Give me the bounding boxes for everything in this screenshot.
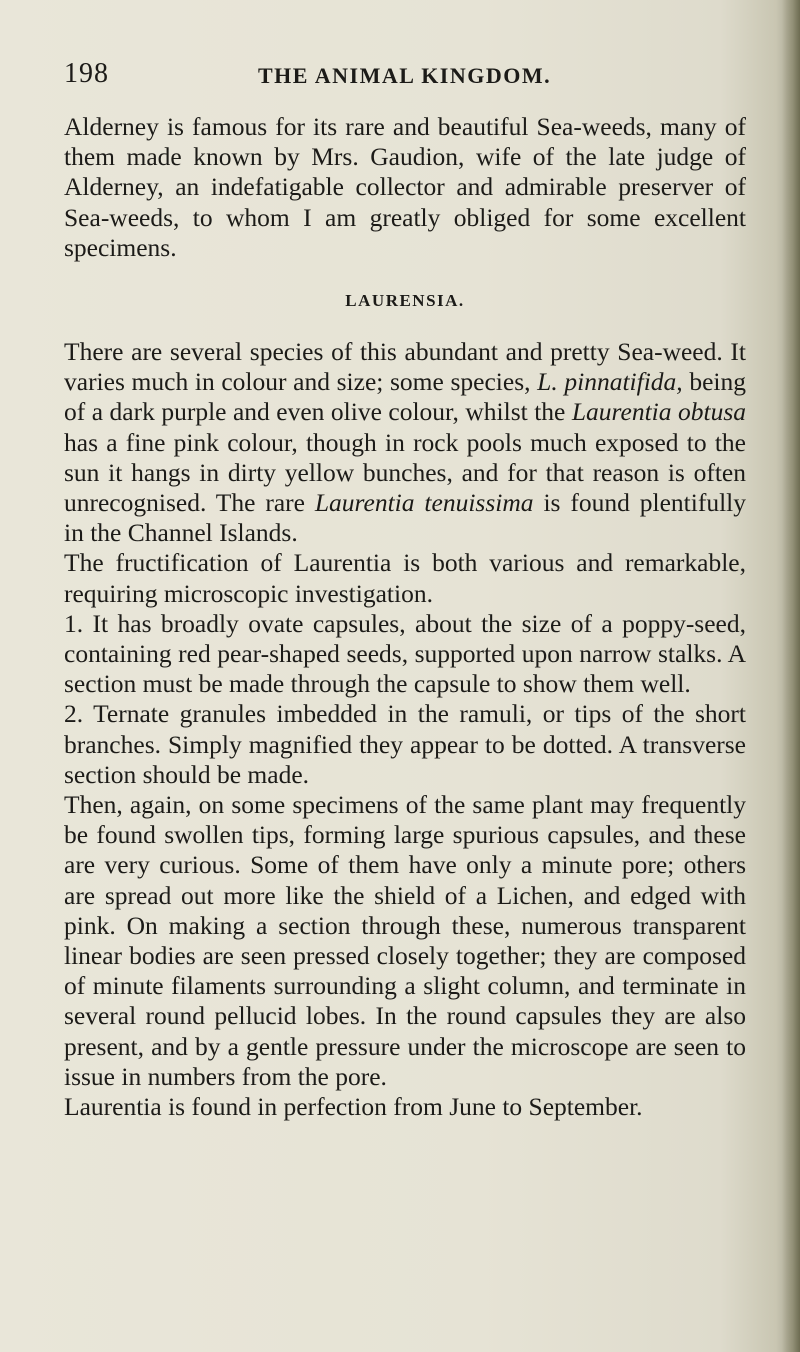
paragraph-season: Laurentia is found in perfection from June to September. bbox=[64, 1092, 643, 1122]
running-title: THE ANIMAL KINGDOM. bbox=[258, 63, 552, 88]
paragraph-item-2: 2. Ternate granules imbedded in the ramuli, or tips of the short branches. Simply magnified they appear to be dotted. A transverse section should be made. bbox=[64, 699, 746, 789]
paragraph-text: is found plentifully in the Channel Islands. bbox=[64, 488, 747, 548]
paragraph-spurious-capsules: Then, again, on some specimens of the same plant may frequently be found swollen tips, forming large spurious capsules, and these are very curious. Some of them have only a minute pore; others are spread out more like the shield of a Lichen, and edged with pink. On making a section through these, numerous transparent linear bodies are seen pressed closely together; they are composed of minute filaments surrounding a slight column, and terminate in several round pellucid lobes. In the round capsules they are also present, and by a gentle pressure under the microscope are seen to issue in numbers from the pore. bbox=[64, 790, 746, 1091]
page-number: 198 bbox=[64, 58, 109, 89]
paragraph-text: has a fine pink colour, though in rock pools much exposed to the sun it hangs in dirty yellow bunches, and for that reason is often unrecognised. The rare bbox=[64, 427, 746, 518]
page-edge-shadow bbox=[782, 0, 800, 1352]
paragraph-fructification: The fructification of Laurentia is both various and remarkable, requiring microscopic investigation. bbox=[64, 548, 746, 608]
section-heading: LAURENSIA. bbox=[345, 291, 465, 311]
paragraph-item-1: 1. It has broadly ovate capsules, about the size of a poppy-seed, containing red pear-shaped seeds, supported upon narrow stalks. A section must be made through the capsule to show them well. bbox=[64, 608, 746, 699]
page-header bbox=[64, 58, 784, 98]
intro-paragraph: Alderney is famous for its rare and beautiful Sea-weeds, many of them made known by Mrs. Gaudion, wife of the late judge of Alderney, an indefatigable collector and admirable preserver of Sea-weeds, to whom I am greatly obliged for some excellent specimens. bbox=[64, 112, 746, 262]
body-text bbox=[64, 112, 746, 1122]
paragraph-text: being of a dark purple and even olive colour, whilst the bbox=[64, 367, 746, 427]
paragraph-text: There are several species of this abundant and pretty Sea-weed. It varies much in colour and size; some species, bbox=[64, 337, 746, 397]
species-name: Laurentia tenuissima bbox=[314, 488, 534, 518]
species-name: L. pinnatifida, bbox=[537, 367, 683, 397]
species-name: Laurentia obtusa bbox=[571, 397, 747, 427]
paragraph-species bbox=[64, 337, 746, 548]
